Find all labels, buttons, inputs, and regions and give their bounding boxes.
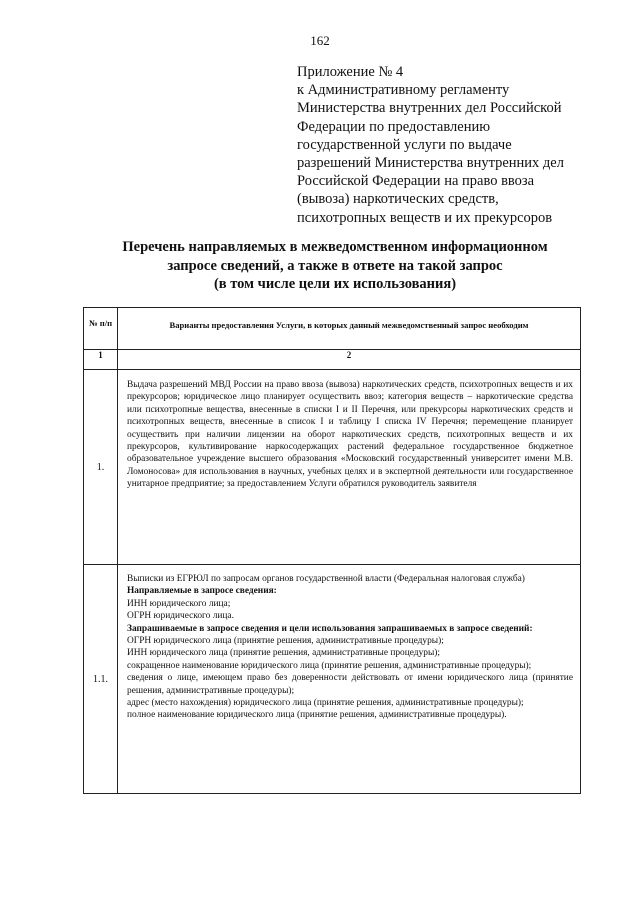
header-variant-cell: Варианты предоставления Услуги, в которых данный межведомственный запрос необходим [118, 308, 581, 350]
appendix-line: Федерации по предоставлению [297, 118, 491, 135]
requested-data-heading: Запрашиваемые в запросе сведения и цели использования запрашиваемых в запросе сведений: [127, 623, 533, 634]
row-text: Выдача разрешений МВД России на право ввоза (вывоза) наркотических средств, психотропных веществ и их прекурсоров; юридическое лицо планирует осуществить ввоз; категория веществ – наркотические средства или психотропные вещества, внесенные в списки I и II Перечня, или прекурсоры наркотических средств и психотропных веществ, внесенные в список I и таблицу I списка IV Перечня; перемещение планирует осуществить при наличии лицензии на оборот наркотических средств, психотропных веществ и их прекурсоров, культивирование наркосодержащих растений федеральное государственное бюджетное образовательное учреждение высшего образования «Московский государственный университет имени М.В. Ломоносова» для использования в научных, учебных целях и в экспертной деятельности или государственное унитарное предприятие; за предоставлением Услуги обратился руководитель заявителя [127, 380, 573, 490]
source-paragraph: Выписки из ЕГРЮЛ по запросам органов государственной власти (Федеральная налоговая служба) [127, 574, 525, 584]
sent-data-item: ИНН юридического лица; [127, 598, 231, 609]
requested-data-item: ОГРН юридического лица (принятие решения, административные процедуры); [127, 636, 444, 647]
appendix-line: Приложение № 4 [297, 64, 404, 80]
sent-data-heading: Направляемые в запросе сведения: [127, 586, 277, 597]
appendix-line: государственной услуги по выдаче [297, 136, 512, 153]
page-number: 162 [310, 33, 330, 48]
column-number: 2 [118, 350, 581, 370]
row-number: 1.1. [84, 565, 118, 794]
requested-data-item: ИНН юридического лица (принятие решения, административные процедуры); [127, 648, 440, 659]
sent-data-item: ОГРН юридического лица. [127, 611, 234, 622]
column-number-row [84, 350, 581, 370]
header-number-cell: № п/п [84, 308, 118, 350]
table-row [84, 370, 581, 565]
row-text-block [118, 565, 580, 722]
request-list-table [83, 307, 581, 794]
appendix-note [297, 63, 597, 227]
requested-data-item: сокращенное наименование юридического лица (принятие решения, административные процедуры); [127, 660, 532, 671]
row-content [118, 565, 581, 794]
appendix-line: психотропных веществ и их прекурсоров [297, 209, 553, 226]
table-header-row [84, 308, 581, 350]
document-title [60, 238, 610, 294]
appendix-line: (вывоза) наркотических средств, [297, 191, 499, 208]
title-line: запросе сведений, а также в ответе на такой запрос [167, 257, 503, 274]
requested-data-item: адрес (место нахождения) юридического лица (принятие решения, административные процедуры); [127, 698, 524, 709]
appendix-line: Российской Федерации на право ввоза [297, 173, 535, 190]
appendix-line: разрешений Министерства внутренних дел [297, 155, 564, 172]
appendix-line: Министерства внутренних дел Российской [297, 100, 562, 117]
title-line: (в том числе цели их использования) [213, 276, 457, 292]
row-number: 1. [84, 370, 118, 565]
row-content [118, 370, 581, 565]
title-line: Перечень направляемых в межведомственном информационном [122, 239, 548, 255]
table-row [84, 565, 581, 794]
requested-data-item: сведения о лице, имеющем право без доверенности действовать от имени юридического лица (принятие решения, административные процедуры); [127, 673, 573, 696]
appendix-line: к Административному регламенту [297, 82, 510, 99]
column-number: 1 [84, 350, 118, 370]
requested-data-item: полное наименование юридического лица (принятие решения, административные процедуры). [127, 710, 507, 721]
